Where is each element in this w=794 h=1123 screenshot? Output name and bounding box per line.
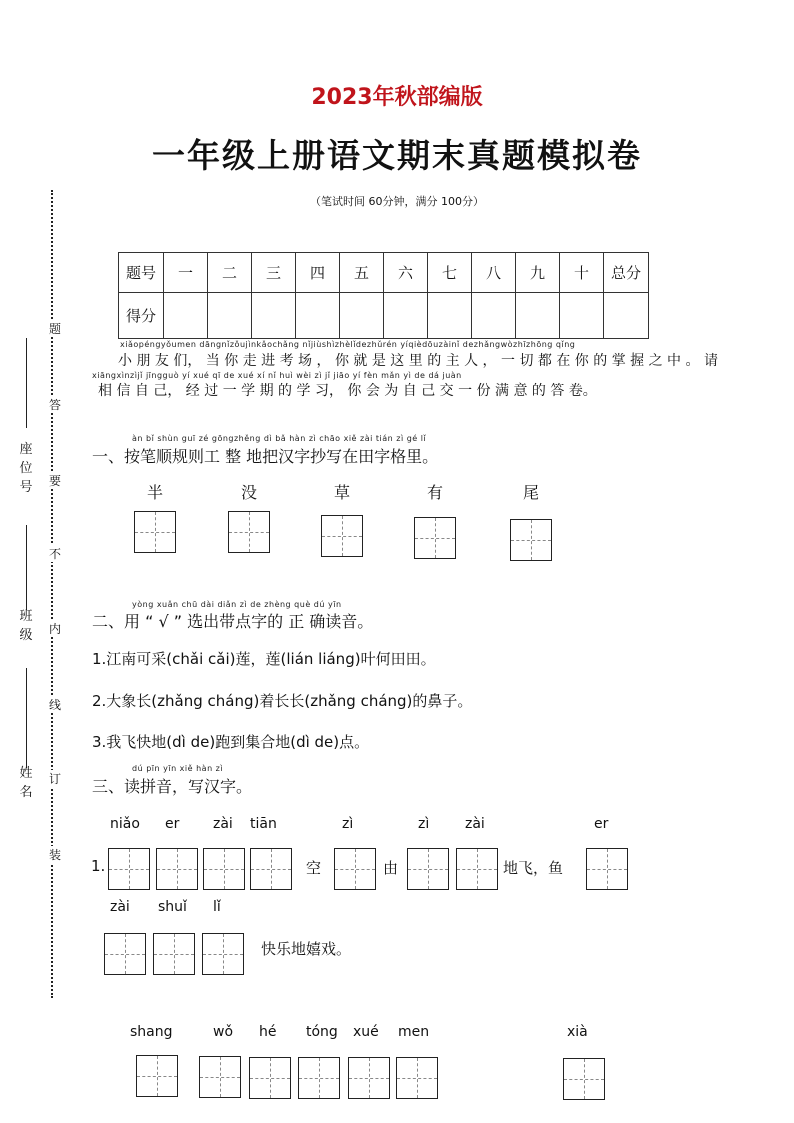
pinyin-label: er — [165, 816, 180, 832]
score-row — [119, 293, 649, 339]
copy-char: 草 — [333, 483, 350, 502]
score-cell[interactable] — [560, 293, 604, 339]
name-line — [26, 668, 27, 768]
pinyin-label: zài — [465, 816, 485, 832]
col-9: 九 — [516, 253, 560, 293]
pinyin-label: wǒ — [213, 1024, 234, 1040]
score-cell[interactable] — [516, 293, 560, 339]
intro-line1-pinyin: xiǎopéngyǒumen dāngnǐzǒujìnkǎochǎng nǐjiùshìzhèlǐdezhǔrén yíqièdōuzàinǐ dezhǎngwòzhīzhōng qǐng — [120, 340, 576, 349]
section1-heading: 一、按笔顺规则工 整 地把汉字抄写在田字格里。 — [92, 447, 439, 466]
section2-pinyin: yòng xuǎn chū dài diǎn zì de zhèng què dú yīn — [132, 600, 342, 609]
name-label: 姓名 — [19, 766, 33, 800]
tianzige-box[interactable] — [298, 1057, 340, 1099]
tianzige-box[interactable] — [348, 1057, 390, 1099]
class-line — [26, 525, 27, 610]
tianzige-box[interactable] — [250, 848, 292, 890]
question-item: 2.大象长(zhǎng cháng)着长长(zhǎng cháng)的鼻子。 — [92, 692, 473, 710]
exam-subtitle: （笔试时间 60分钟，满分 100分） — [310, 195, 484, 208]
seat-line — [26, 338, 27, 428]
question-number-row — [119, 253, 649, 293]
warning-char: 题 — [48, 322, 61, 336]
tianzige-box[interactable] — [586, 848, 628, 890]
score-cell[interactable] — [428, 293, 472, 339]
tianzige-box[interactable] — [414, 517, 456, 559]
tianzige-box[interactable] — [202, 933, 244, 975]
warning-char: 要 — [48, 474, 61, 488]
score-cell[interactable] — [252, 293, 296, 339]
section1-pinyin: àn bǐ shùn guī zé gōngzhěng dì bǎ hàn zì chāo xiě zài tián zì gé lǐ — [132, 434, 427, 443]
tianzige-box[interactable] — [153, 933, 195, 975]
warning-char: 装 — [48, 848, 61, 862]
tianzige-box[interactable] — [228, 511, 270, 553]
pinyin-label: zì — [418, 816, 430, 832]
pinyin-label: zài — [213, 816, 233, 832]
fixed-char: 由 — [383, 859, 399, 877]
col-5: 五 — [340, 253, 384, 293]
col-8: 八 — [472, 253, 516, 293]
pinyin-label: niǎo — [110, 816, 140, 832]
fixed-text: 快乐地嬉戏。 — [261, 940, 352, 958]
score-table — [118, 252, 649, 339]
edition-label: 2023年秋部编版 — [311, 85, 483, 110]
score-cell[interactable] — [164, 293, 208, 339]
col-7: 七 — [428, 253, 472, 293]
tianzige-box[interactable] — [199, 1056, 241, 1098]
fixed-char: 空 — [306, 859, 322, 877]
tianzige-box[interactable] — [108, 848, 150, 890]
intro-line2-pinyin: xiāngxìnzìjǐ jīngguò yí xué qī de xué xí nǐ huì wèi zì jǐ jiāo yí fèn mǎn yì de dá juàn — [92, 371, 462, 380]
question-item: 3.我飞快地(dì de)跑到集合地(dì de)点。 — [92, 733, 370, 751]
section3-heading: 三、读拼音，写汉字。 — [92, 777, 253, 796]
tianzige-box[interactable] — [134, 511, 176, 553]
tianzige-box[interactable] — [136, 1055, 178, 1097]
question-number: 1. — [91, 857, 106, 875]
copy-char: 没 — [240, 483, 257, 502]
pinyin-label: tóng — [306, 1024, 338, 1040]
col-1: 一 — [164, 253, 208, 293]
copy-char: 有 — [426, 483, 443, 502]
pinyin-label: men — [398, 1024, 430, 1040]
warning-char: 答 — [48, 398, 61, 412]
pinyin-label: xià — [567, 1024, 588, 1040]
copy-char: 尾 — [522, 483, 539, 502]
score-cell[interactable] — [208, 293, 252, 339]
pinyin-label: lǐ — [213, 899, 221, 915]
copy-char: 半 — [146, 483, 163, 502]
pinyin-label: xué — [353, 1024, 379, 1040]
col-2: 二 — [208, 253, 252, 293]
col-6: 六 — [384, 253, 428, 293]
pinyin-label: shang — [130, 1024, 173, 1040]
pinyin-label: hé — [259, 1024, 277, 1040]
tianzige-box[interactable] — [456, 848, 498, 890]
score-cell[interactable] — [296, 293, 340, 339]
pinyin-label: tiān — [250, 816, 277, 832]
warning-char: 订 — [48, 772, 61, 786]
tianzige-box[interactable] — [334, 848, 376, 890]
col-4: 四 — [296, 253, 340, 293]
tianzige-box[interactable] — [407, 848, 449, 890]
intro-line2: 相 信 自 己， 经 过 一 学 期 的 学 习， 你 会 为 自 己 交 一 份 满 意 的 答 卷。 — [98, 383, 597, 399]
row-header-score: 得分 — [119, 293, 164, 339]
col-total: 总分 — [604, 253, 649, 293]
tianzige-box[interactable] — [156, 848, 198, 890]
fixed-text: 地飞，鱼 — [503, 859, 564, 877]
tianzige-box[interactable] — [321, 515, 363, 557]
col-3: 三 — [252, 253, 296, 293]
score-cell[interactable] — [472, 293, 516, 339]
section2-heading: 二、用 “ √ ” 选出带点字的 正 确读音。 — [92, 612, 374, 631]
row-header-question: 题号 — [119, 253, 164, 293]
tianzige-box[interactable] — [396, 1057, 438, 1099]
pinyin-label: er — [594, 816, 609, 832]
tianzige-box[interactable] — [510, 519, 552, 561]
score-cell[interactable] — [340, 293, 384, 339]
warning-char: 内 — [48, 622, 61, 636]
pinyin-label: zài — [110, 899, 130, 915]
pinyin-label: shuǐ — [158, 899, 187, 915]
intro-line1: 小 朋 友 们， 当 你 走 进 考 场 ， 你 就 是 这 里 的 主 人 ， 一 切 都 在 你 的 掌 握 之 中 。 请 — [118, 353, 718, 369]
warning-char: 线 — [48, 698, 61, 712]
question-item: 1.江南可采(chǎi cǎi)莲，莲(lián liáng)叶何田田。 — [92, 650, 436, 668]
score-cell[interactable] — [384, 293, 428, 339]
tianzige-box[interactable] — [203, 848, 245, 890]
tianzige-box[interactable] — [104, 933, 146, 975]
binding-dotted-line — [51, 190, 53, 998]
seat-number-label: 座位号 — [19, 442, 33, 495]
tianzige-box[interactable] — [563, 1058, 605, 1100]
section3-pinyin: dú pīn yīn xiě hàn zì — [132, 764, 224, 773]
score-cell[interactable] — [604, 293, 649, 339]
col-10: 十 — [560, 253, 604, 293]
page-title: 一年级上册语文期末真题模拟卷 — [152, 136, 642, 175]
warning-char: 不 — [48, 547, 61, 561]
pinyin-label: zì — [342, 816, 354, 832]
class-label: 班级 — [19, 609, 33, 643]
tianzige-box[interactable] — [249, 1057, 291, 1099]
